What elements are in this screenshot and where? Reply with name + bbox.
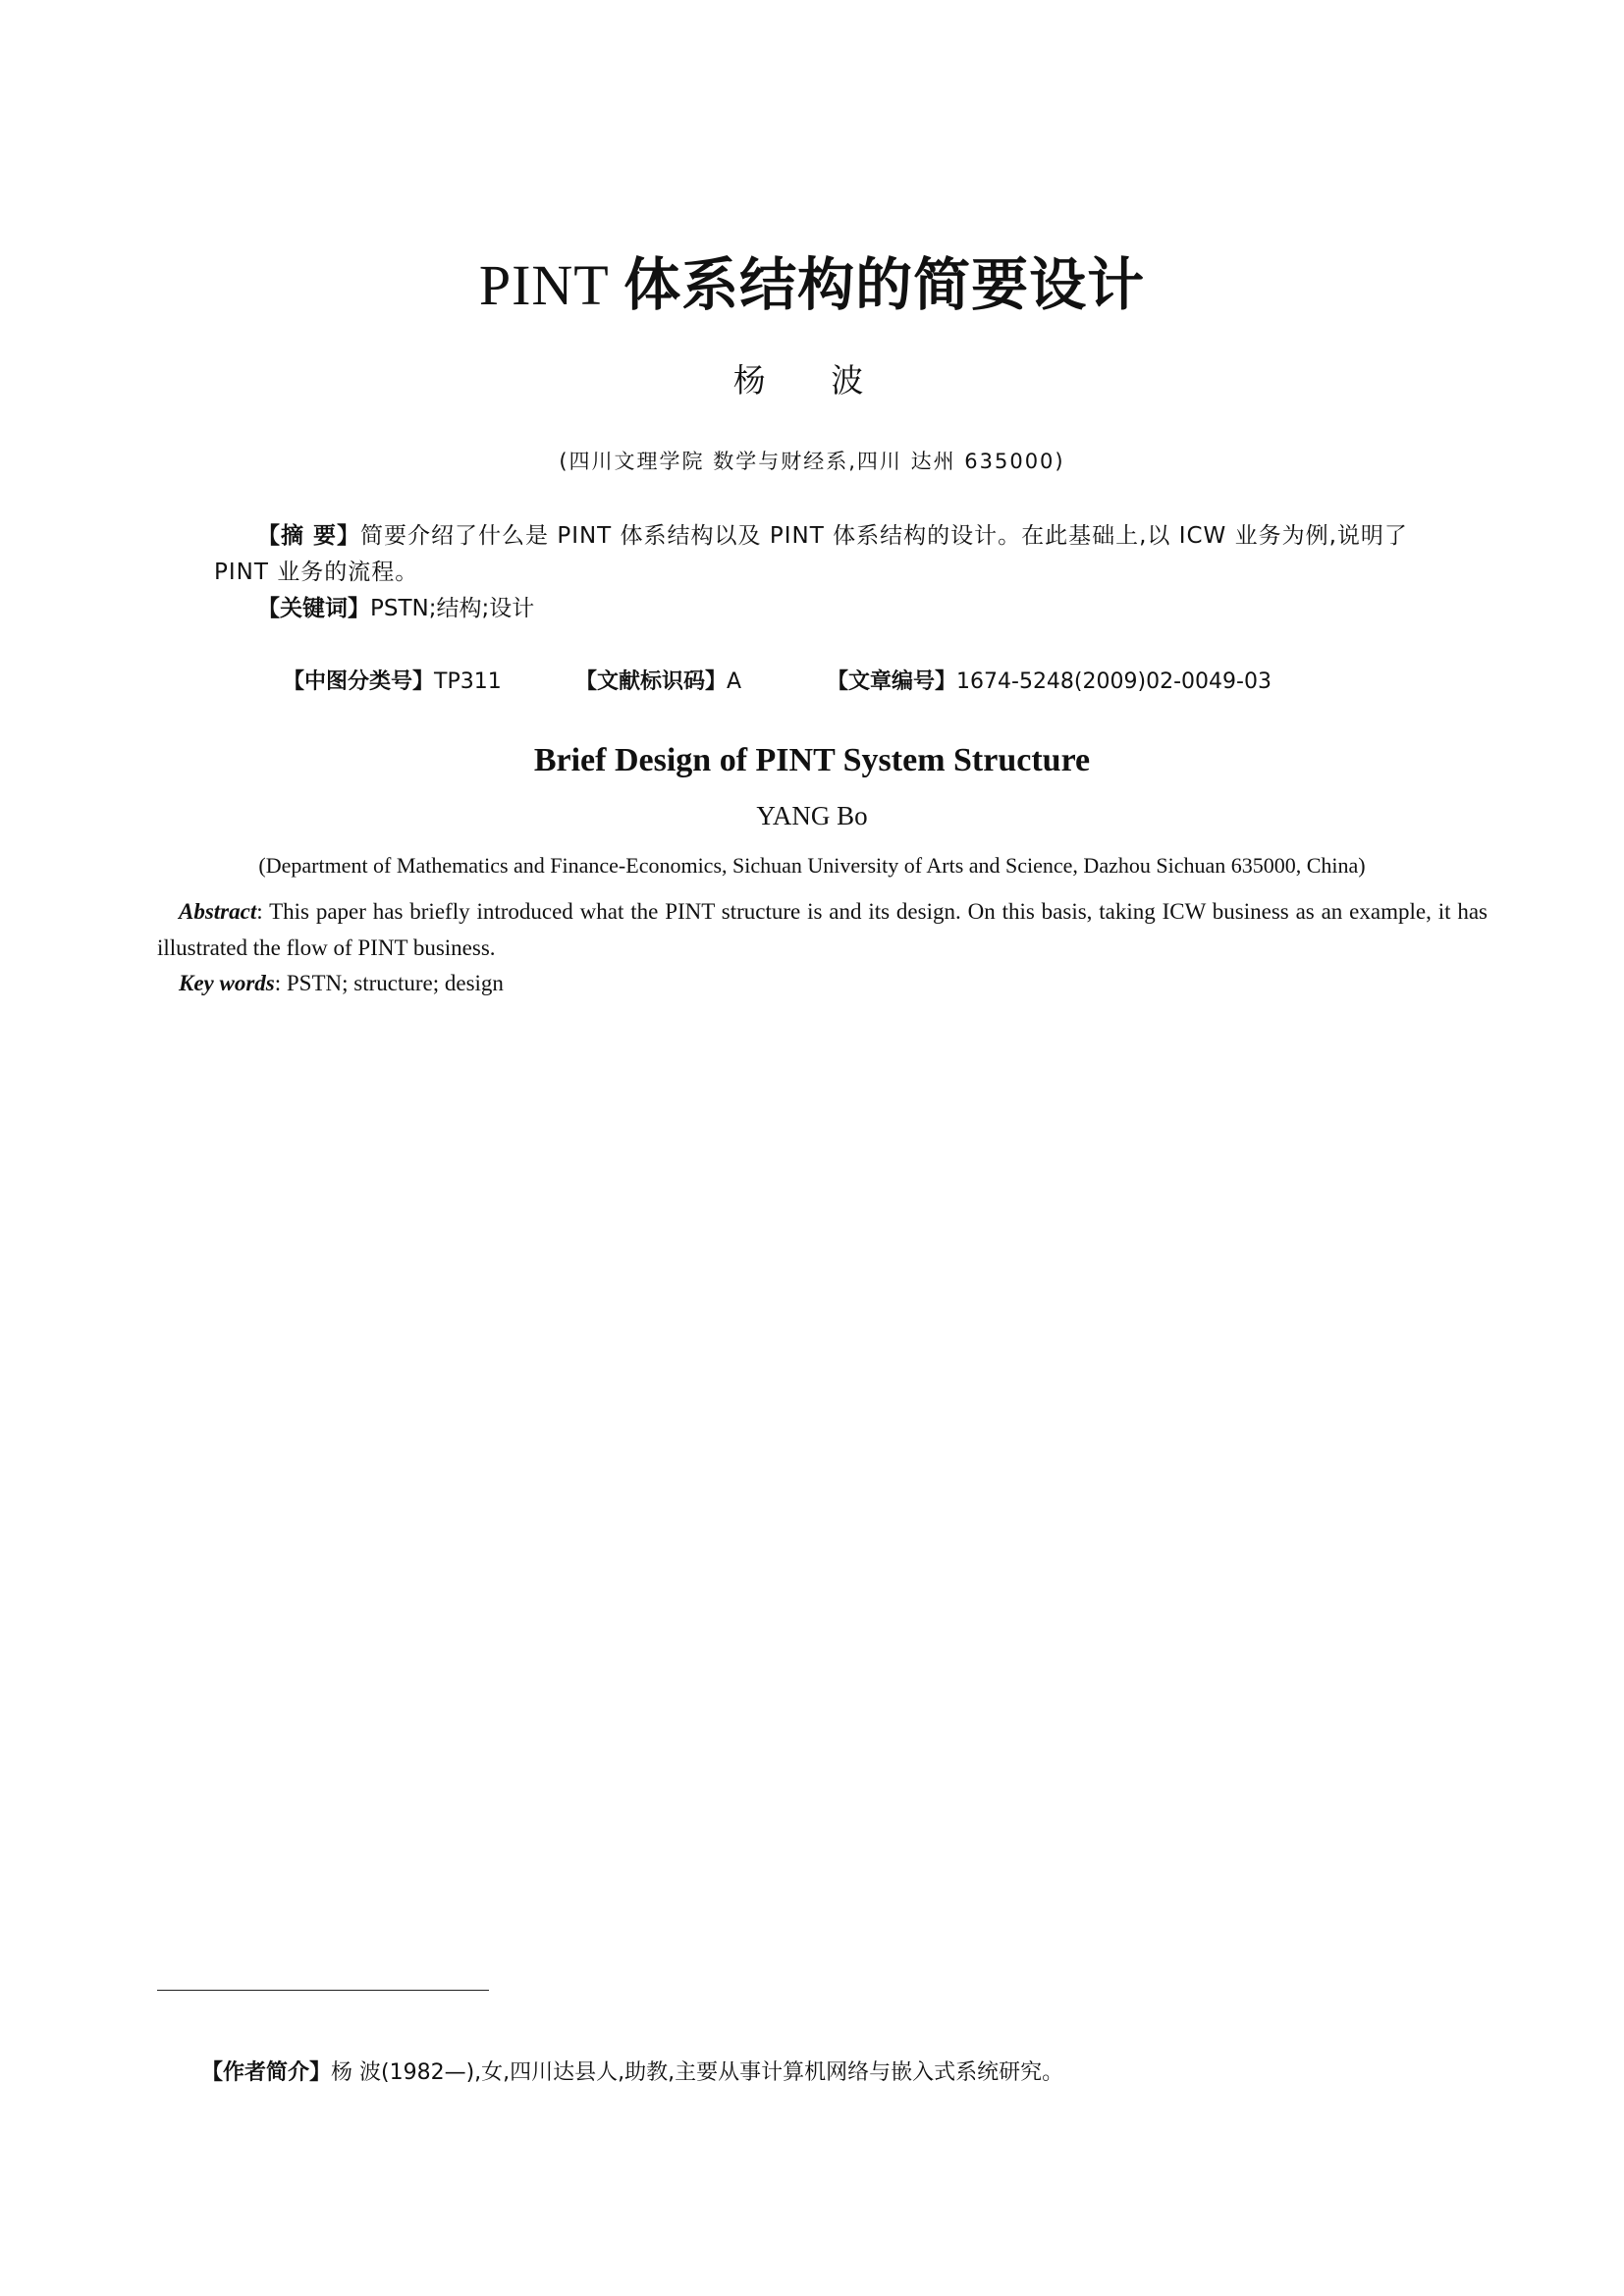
article-no-label: 【文章编号】 [827,669,957,694]
author-bio-text: 杨 波(1982—),女,四川达县人,助教,主要从事计算机网络与嵌入式系统研究。 [331,2060,1064,2085]
paper-title-latin: PINT [478,253,624,317]
author-name-cn: 杨 波 [732,361,892,400]
paper-title-cjk: 体系结构的简要设计 [623,251,1146,318]
keywords-cn [257,591,1337,627]
affiliation-en: (Department of Mathematics and Finance-Economics, Sichuan University of Arts and Science, Dazhou Sichuan 635000, China) [258,853,1366,878]
article-no-value: 1674-5248(2009)02-0049-03 [956,669,1272,694]
keywords-cn-text: PSTN;结构;设计 [370,596,535,621]
paper-title-en: Brief Design of PINT System Structure [533,742,1091,778]
abstract-en-text: : This paper has briefly introduced what the PINT structure is and its design. On this basis, taking ICW business as an example, it has illustrated the flow of PINT business. [157,899,1488,960]
author-name-en: YANG Bo [756,801,868,830]
document-code [575,666,741,699]
abstract-cn [214,518,1417,591]
affiliation-cn: (四川文理学院 数学与财经系,四川 达州 635000) [559,450,1065,473]
keywords-en-text: : PSTN; structure; design [274,971,504,995]
abstract-cn-label: 【摘 要】 [257,523,361,549]
doc-code-label: 【文献标识码】 [575,669,728,694]
author-bio-label: 【作者简介】 [201,2060,332,2085]
clc-number [283,666,502,699]
clc-label: 【中图分类号】 [283,669,435,694]
paper-title-cn [0,245,1624,325]
author-bio-footnote [201,2056,1063,2090]
article-number [827,666,1272,699]
keywords-cn-label: 【关键词】 [257,596,370,621]
clc-value: TP311 [434,669,502,694]
doc-code-value: A [727,669,742,694]
footnote-divider [157,1990,489,1991]
abstract-cn-text: 简要介绍了什么是 PINT 体系结构以及 PINT 体系结构的设计。在此基础上,以 ICW 业务为例,说明了 PINT 业务的流程。 [214,523,1408,585]
keywords-en-label: Key words [179,971,275,995]
keywords-en [179,965,1455,1001]
abstract-en [157,893,1488,966]
abstract-en-label: Abstract [179,899,257,924]
